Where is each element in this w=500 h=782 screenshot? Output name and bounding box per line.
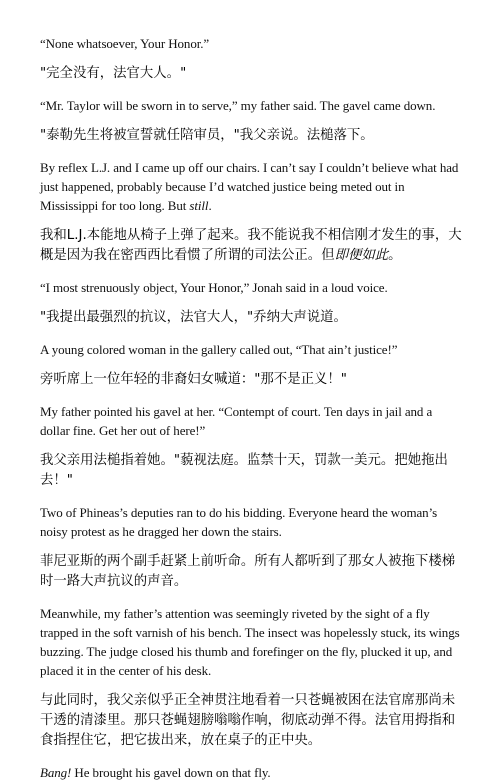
paragraph-zh-1 [40, 64, 462, 84]
trailing-punctuation: 。 [388, 248, 402, 263]
paragraph-text: Two of Phineas’s deputies ran to do his bidding. Everyone heard the woman’s noisy protest as he dragged her down the stairs. [40, 505, 438, 539]
paragraph-zh-4 [40, 308, 462, 328]
emphasis-text: still [189, 198, 209, 213]
paragraph-text: 旁听席上一位年轻的非裔妇女喊道："那不是正义！" [40, 372, 347, 387]
paragraph-text: A young colored woman in the gallery called out, “That ain’t justice!” [40, 342, 398, 357]
paragraph-text: "泰勒先生将被宣誓就任陪审员，"我父亲说。法槌落下。 [40, 128, 374, 143]
document-page [40, 34, 462, 782]
emphasis-text: Bang! [40, 765, 72, 780]
paragraph-text: 我和L.J.本能地从椅子上弹了起来。我不能说我不相信刚才发生的事，大概是因为我在密西西比看惯了所谓的司法公正。但 [40, 228, 462, 263]
paragraph-en-5 [40, 340, 462, 359]
paragraph-text: “I most strenuously object, Your Honor,” Jonah said in a loud voice. [40, 280, 388, 295]
emphasis-text: 即便如此 [334, 248, 389, 263]
paragraph-en-8 [40, 604, 462, 680]
paragraph-zh-7 [40, 552, 462, 592]
trailing-punctuation: . [208, 198, 212, 213]
paragraph-text: My father pointed his gavel at her. “Contempt of court. Ten days in jail and a dollar fine. Get her out of here!” [40, 404, 433, 438]
paragraph-en-2 [40, 96, 462, 115]
paragraph-zh-2 [40, 126, 462, 146]
paragraph-en-1 [40, 34, 462, 53]
paragraph-text: “Mr. Taylor will be sworn in to serve,” my father said. The gavel came down. [40, 98, 436, 113]
paragraph-text: 菲尼亚斯的两个副手赶紧上前听命。所有人都听到了那女人被拖下楼梯时一路大声抗议的声音。 [40, 554, 456, 589]
paragraph-en-7 [40, 503, 462, 541]
paragraph-en-6 [40, 402, 462, 440]
paragraph-zh-5 [40, 370, 462, 390]
paragraph-text: Meanwhile, my father’s attention was seemingly riveted by the sight of a fly trapped in the soft varnish of his bench. The insect was hopelessly stuck, its wings buzzing. The judge closed his thumb and forefinger on the fly, plucked it up, and placed it in the center of his desk. [40, 606, 460, 678]
paragraph-text: "我提出最强烈的抗议，法官大人，"乔纳大声说道。 [40, 310, 347, 325]
paragraph-zh-8 [40, 691, 462, 751]
paragraph-text: By reflex L.J. and I came up off our chairs. I can’t say I couldn’t believe what had just happened, probably because I’d watched justice being meted out in Mississippi for too long. But [40, 160, 459, 213]
paragraph-en-3 [40, 158, 462, 215]
paragraph-zh-3 [40, 226, 462, 266]
paragraph-text: 我父亲用法槌指着她。"藐视法庭。监禁十天，罚款一美元。把她拖出去！" [40, 453, 448, 488]
paragraph-zh-6 [40, 451, 462, 491]
paragraph-text: He brought his gavel down on that fly. [71, 765, 271, 780]
paragraph-text: “None whatsoever, Your Honor.” [40, 36, 210, 51]
paragraph-en-4 [40, 278, 462, 297]
paragraph-text: 与此同时，我父亲似乎正全神贯注地看着一只苍蝇被困在法官席那尚未干透的清漆里。那只苍蝇翅膀嗡嗡作响，彻底动弹不得。法官用拇指和食指捏住它，把它拔出来，放在桌子的正中央。 [40, 693, 456, 748]
paragraph-text: "完全没有，法官大人。" [40, 66, 187, 81]
paragraph-en-9 [40, 763, 462, 782]
